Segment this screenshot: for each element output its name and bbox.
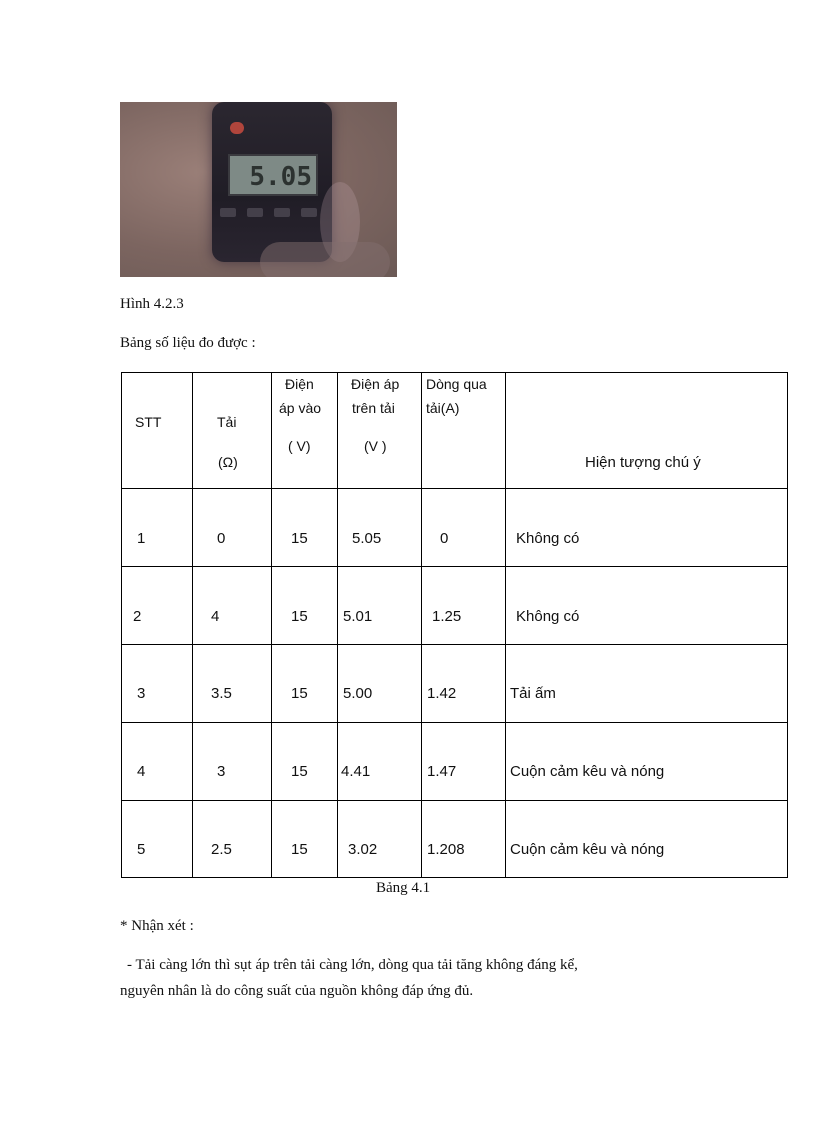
row1-stt: 1 bbox=[137, 530, 146, 547]
header-iload-1: Dòng qua bbox=[426, 376, 487, 392]
header-vin-1: Điện bbox=[285, 376, 314, 392]
multimeter-photo bbox=[120, 102, 397, 277]
data-table bbox=[121, 372, 788, 878]
remarks-line-1: - Tải càng lớn thì sụt áp trên tải càng lớn, dòng qua tải tăng không đáng kể, bbox=[127, 957, 578, 973]
header-note: Hiện tượng chú ý bbox=[585, 454, 701, 471]
figure-caption: Hình 4.2.3 bbox=[120, 296, 184, 312]
header-vload-3: (V ) bbox=[364, 438, 387, 454]
row5-load: 2.5 bbox=[211, 841, 232, 858]
row5-note: Cuộn cảm kêu và nóng bbox=[510, 841, 665, 858]
row3-load: 3.5 bbox=[211, 685, 232, 702]
row2-note: Không có bbox=[516, 608, 580, 625]
row1-iload: 0 bbox=[440, 530, 449, 547]
meter-button bbox=[247, 208, 263, 217]
row1-load: 0 bbox=[217, 530, 226, 547]
row3-vload: 5.00 bbox=[343, 685, 373, 702]
row2-vin: 15 bbox=[291, 608, 308, 625]
header-load-1: Tải bbox=[217, 414, 237, 430]
header-vin-2: áp vào bbox=[279, 400, 322, 416]
row2-vload: 5.01 bbox=[343, 608, 373, 625]
row2-iload: 1.25 bbox=[432, 608, 462, 625]
row4-stt: 4 bbox=[137, 763, 146, 780]
row3-vin: 15 bbox=[291, 685, 308, 702]
header-vload-2: trên tải bbox=[352, 400, 395, 416]
row4-iload: 1.47 bbox=[427, 763, 457, 780]
row1-vload: 5.05 bbox=[352, 530, 382, 547]
table-intro: Bảng số liệu đo được : bbox=[120, 335, 256, 351]
row3-iload: 1.42 bbox=[427, 685, 457, 702]
meter-button bbox=[301, 208, 317, 217]
header-vin-3: ( V) bbox=[288, 438, 311, 454]
row5-stt: 5 bbox=[137, 841, 146, 858]
row4-note: Cuộn cảm kêu và nóng bbox=[510, 763, 665, 780]
row2-stt: 2 bbox=[133, 608, 142, 625]
row3-note: Tải ấm bbox=[510, 685, 556, 702]
row5-iload: 1.208 bbox=[427, 841, 465, 858]
row5-vin: 15 bbox=[291, 841, 308, 858]
remarks-heading: * Nhận xét : bbox=[120, 918, 194, 934]
header-load-2: (Ω) bbox=[218, 454, 238, 470]
meter-lcd-reading: 5.05 bbox=[228, 154, 318, 196]
row2-load: 4 bbox=[211, 608, 220, 625]
header-stt: STT bbox=[135, 414, 162, 430]
row4-vin: 15 bbox=[291, 763, 308, 780]
row3-stt: 3 bbox=[137, 685, 146, 702]
header-vload-1: Điện áp bbox=[351, 376, 400, 392]
meter-button bbox=[274, 208, 290, 217]
row1-vin: 15 bbox=[291, 530, 308, 547]
row5-vload: 3.02 bbox=[348, 841, 378, 858]
header-iload-2: tải(A) bbox=[426, 400, 460, 416]
row4-vload: 4.41 bbox=[341, 763, 371, 780]
remarks-line-2: nguyên nhân là do công suất của nguồn không đáp ứng đủ. bbox=[120, 983, 474, 999]
table-caption: Bảng 4.1 bbox=[376, 880, 431, 896]
row1-note: Không có bbox=[516, 530, 580, 547]
row4-load: 3 bbox=[217, 763, 226, 780]
photo-hand bbox=[260, 242, 390, 277]
meter-button bbox=[220, 208, 236, 217]
meter-knob bbox=[230, 122, 244, 134]
